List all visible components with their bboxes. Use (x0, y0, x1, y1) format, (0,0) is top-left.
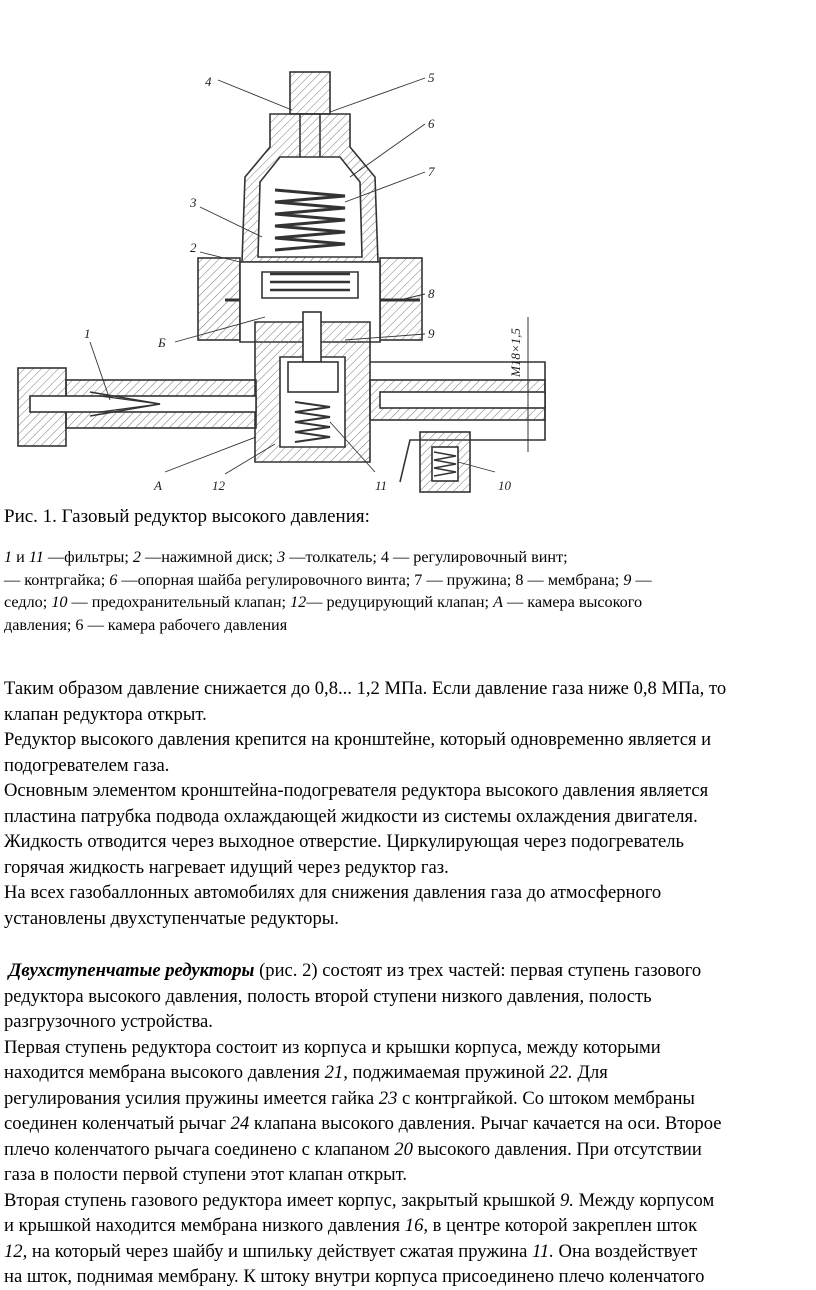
callout-b: Б (158, 335, 166, 350)
paragraph-two-stage (4, 958, 814, 1035)
text-run: давления; 6 — камера рабочего давления (4, 615, 288, 634)
text-run: 21, (324, 1062, 348, 1083)
text-run: находится мембрана высокого давления (4, 1062, 325, 1083)
text-run: на шток, поднимая мембрану. К штоку внутри корпуса присоединено плечо коленчатого (4, 1266, 705, 1287)
text-run: Для (572, 1062, 608, 1083)
callout-9: 9 (428, 326, 435, 341)
text-run: — камера высокого (502, 593, 643, 611)
text-run: 24 (230, 1113, 250, 1134)
callout-12: 12 (212, 478, 225, 493)
text-run: —опорная шайба регулировочного винта; 7 — пружина; 8 — мембрана; (117, 570, 624, 589)
text-line (4, 1239, 814, 1265)
text-run: седло; (4, 593, 52, 611)
text-line (4, 1111, 814, 1137)
figure-caption: Рис. 1. Газовый редуктор высокого давления: (4, 506, 370, 527)
text-run: — редуцирующий клапан; (306, 593, 494, 611)
text-run: 22. (549, 1062, 573, 1083)
text-line: подогревателем газа. (4, 754, 170, 776)
text-run: 23 (378, 1087, 398, 1109)
text-run: 11. (532, 1240, 554, 1262)
text-run: — предохранительный клапан; (67, 593, 291, 611)
text-run: соединен коленчатый рычаг (4, 1113, 231, 1134)
callout-6: 6 (428, 116, 435, 131)
callout-7: 7 (428, 164, 435, 179)
callout-5: 5 (428, 70, 435, 85)
text-run: 16, (404, 1215, 429, 1236)
paragraph-stages (4, 1035, 814, 1290)
text-line: Жидкость отводится через выходное отверстие. Циркулирующая через подогреватель (4, 831, 684, 852)
text-run: и (12, 548, 29, 566)
text-run: высокого давления. При отсутствии (412, 1138, 702, 1160)
text-run: поджимаемая пружиной (347, 1062, 550, 1083)
text-line (4, 1086, 814, 1112)
text-run: 6 (109, 570, 118, 589)
legend-line (4, 591, 804, 614)
text-run: (рис. 2) состоят из трех частей: первая ступень газового (254, 960, 702, 981)
callout-10: 10 (498, 478, 511, 493)
text-run: 1 (4, 548, 13, 566)
legend-line (4, 569, 804, 592)
text-run: 12 (290, 593, 307, 611)
text-run: плечо коленчатого рычага соединено с клапаном (4, 1138, 395, 1160)
reducer-drawing (0, 62, 816, 502)
text-run: Между корпусом (573, 1189, 715, 1211)
text-run: 20 (394, 1138, 413, 1160)
text-run: А (493, 593, 503, 611)
text-run: 9 (623, 570, 632, 589)
text-line: На всех газобаллонных автомобилях для снижения давления газа до атмосферного (4, 882, 662, 903)
text-line (4, 958, 814, 984)
text-line (4, 1035, 814, 1061)
text-run: —нажимной диск; (140, 548, 278, 566)
callout-8: 8 (428, 286, 435, 301)
legend-line (4, 546, 804, 569)
thread-label: M18×1,5 (508, 328, 523, 377)
text-line: установлены двухступенчатые редукторы. (4, 907, 339, 929)
text-line: редуктора высокого давления, полость второй ступени низкого давления, полость (4, 985, 652, 1007)
text-run: — контргайка; (4, 570, 110, 589)
text-line (4, 1060, 814, 1086)
adjusting-screw-shape (290, 72, 330, 114)
callout-4: 4 (205, 74, 212, 89)
text-run: Вторая ступень газового редуктора имеет корпус, закрытый крышкой (4, 1189, 560, 1211)
text-run: 10 (51, 593, 68, 611)
text-line: разгрузочного устройства. (4, 1011, 213, 1032)
callout-2: 2 (190, 240, 197, 255)
text-run: 11 (28, 548, 44, 566)
text-line (4, 1137, 814, 1163)
text-run: 9. (559, 1189, 574, 1211)
text-run: в центре которой закреплен шток (428, 1215, 698, 1236)
text-line: пластина патрубка подвода охлаждающей жидкости из системы охлаждения двигателя. (4, 805, 698, 827)
text-line: Редуктор высокого давления крепится на кронштейне, который одновременно является и (4, 729, 712, 750)
text-run: —фильтры; (43, 548, 133, 566)
text-line (4, 1213, 814, 1239)
figure-legend (4, 546, 804, 636)
text-run: на который через шайбу и шпильку действует сжатая пружина (27, 1240, 532, 1262)
text-run: Она воздействует (553, 1240, 698, 1262)
text-line (4, 1188, 814, 1214)
text-run: газа в полости первой ступени этот клапан открыт. (4, 1164, 407, 1185)
text-run: —толкатель; 4 — регулировочный винт; (285, 548, 568, 566)
text-run: с контргайкой. Со штоком мембраны (397, 1087, 695, 1109)
text-line: Таким образом давление снижается до 0,8... 1,2 МПа. Если давление газа ниже 0,8 МПа, то (4, 678, 727, 699)
section-heading: Двухступенчатые редукторы (8, 960, 255, 981)
callout-3: 3 (190, 195, 197, 210)
text-line: Основным элементом кронштейна-подогревателя редуктора высокого давления является (4, 780, 709, 801)
reducer-drawing-svg (0, 62, 816, 502)
text-run: 3 (277, 548, 286, 566)
callout-11: 11 (375, 478, 388, 493)
text-run: — (631, 570, 652, 589)
text-run: и крышкой находится мембрана низкого давления (4, 1215, 405, 1236)
text-line (4, 1264, 814, 1290)
text-run: 2 (132, 548, 141, 566)
text-run: 12, (4, 1240, 28, 1262)
callout-a: А (154, 478, 162, 493)
text-run: регулирования усилия пружины имеется гайка (4, 1087, 379, 1109)
paragraph-reduction (4, 676, 814, 931)
legend-line (4, 614, 804, 637)
callout-1: 1 (84, 326, 91, 341)
body-text (4, 676, 814, 1290)
text-line: клапан редуктора открыт. (4, 703, 207, 725)
text-run: клапана высокого давления. Рычаг качается на оси. Второе (249, 1113, 722, 1134)
text-line: горячая жидкость нагревает идущий через редуктор газ. (4, 856, 449, 878)
text-line (4, 1162, 814, 1188)
text-run: Первая ступень редуктора состоит из корпуса и крышки корпуса, между которыми (4, 1036, 661, 1058)
